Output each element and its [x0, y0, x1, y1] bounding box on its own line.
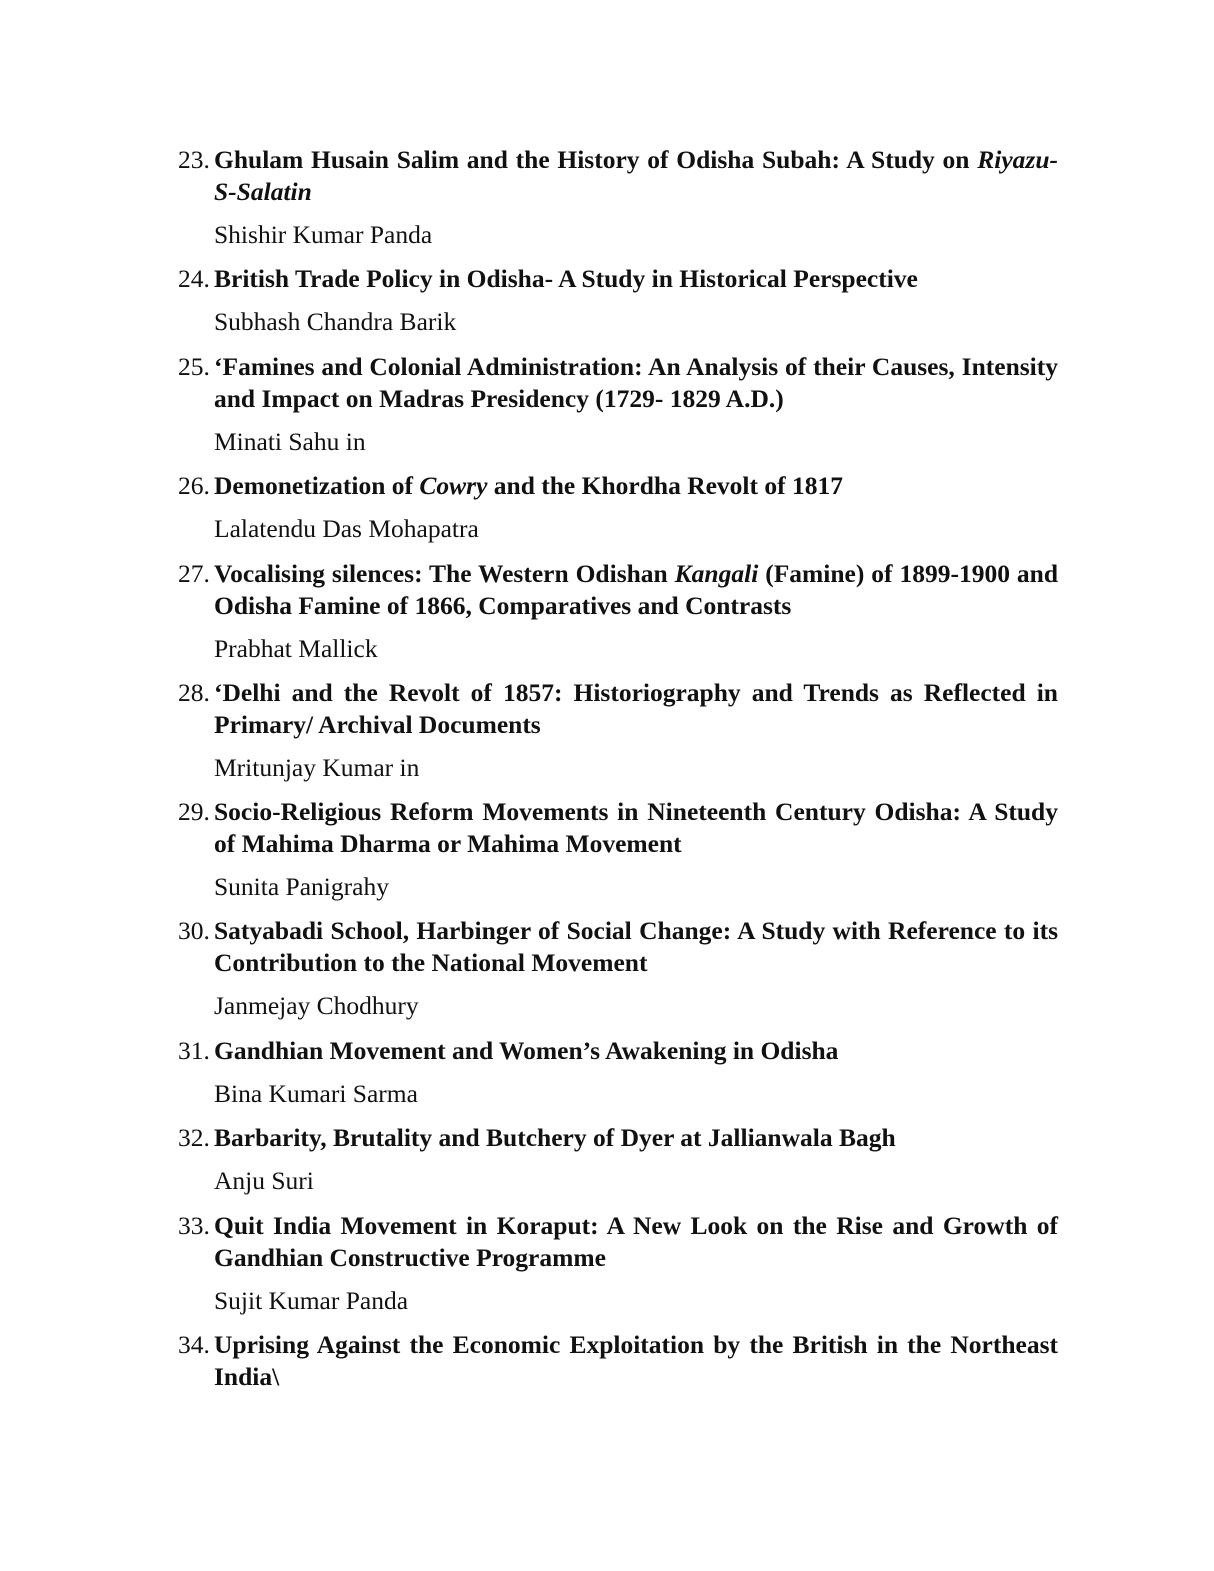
bibliography-entry	[178, 1035, 1058, 1110]
bibliography-entry	[178, 1210, 1058, 1317]
entry-number: 34.	[178, 1330, 210, 1359]
bibliography-entry	[178, 558, 1058, 665]
entry-title-italic-segment: Cowry	[419, 471, 488, 500]
entry-title	[214, 678, 1058, 739]
entry-title-segment: Satyabadi School, Harbinger of Social Change: A Study with Reference to its Contribution to the National Movement	[214, 916, 1058, 977]
entry-title-segment: ‘Famines and Colonial Administration: An Analysis of their Causes, Intensity and Impact on Madras Presidency (1729- 1829 A.D.)	[214, 352, 1058, 413]
bibliography-entry	[178, 144, 1058, 251]
entry-number: 25.	[178, 352, 210, 381]
entry-title-row	[178, 351, 1058, 415]
entry-number: 29.	[178, 797, 210, 826]
bibliography-entry	[178, 796, 1058, 903]
entry-number: 23.	[178, 145, 210, 174]
entry-title-segment: (Famine) of 1899-1900 and Odisha Famine of 1866, Comparatives and Contrasts	[214, 559, 1058, 620]
entry-number: 24.	[178, 264, 210, 293]
entry-author: Sujit Kumar Panda	[214, 1286, 409, 1315]
entry-title-row	[178, 677, 1058, 741]
entry-title-segment: Demonetization of	[214, 471, 420, 500]
bibliography-entry	[178, 470, 1058, 545]
entry-title-segment: Gandhian Movement and Women’s Awakening in Odisha	[214, 1036, 839, 1065]
bibliography-entry	[178, 263, 1058, 338]
entry-title-segment: Uprising Against the Economic Exploitation by the British in the Northeast India\	[214, 1330, 1058, 1391]
entry-title	[214, 1330, 1058, 1391]
entry-title	[214, 916, 1058, 977]
entry-author: Anju Suri	[214, 1166, 314, 1195]
entry-title-row	[178, 1329, 1058, 1393]
entry-title	[214, 264, 918, 293]
entry-title-row	[178, 1122, 1058, 1154]
bibliography-entry	[178, 351, 1058, 458]
entry-author: Sunita Panigrahy	[214, 872, 389, 901]
entry-author: Minati Sahu in	[214, 427, 366, 456]
entry-number: 28.	[178, 678, 210, 707]
entry-title	[214, 471, 843, 500]
entry-title-segment: Barbarity, Brutality and Butchery of Dyer at Jallianwala Bagh	[214, 1123, 896, 1152]
entry-title-segment: Vocalising silences: The Western Odishan	[214, 559, 675, 588]
entry-title-italic-segment: Kangali	[674, 559, 759, 588]
entry-title-row	[178, 263, 1058, 295]
entry-title-row	[178, 915, 1058, 979]
entry-author: Lalatendu Das Mohapatra	[214, 514, 479, 543]
entry-title-segment: Ghulam Husain Salim and the History of Odisha Subah: A Study on	[214, 145, 978, 174]
entry-author: Janmejay Chodhury	[214, 991, 419, 1020]
entry-title	[214, 559, 1058, 620]
bibliography-entry	[178, 1122, 1058, 1197]
bibliography-entry	[178, 915, 1058, 1022]
entry-number: 26.	[178, 471, 210, 500]
entry-author: Prabhat Mallick	[214, 634, 378, 663]
entry-title	[214, 1123, 896, 1152]
entry-author: Shishir Kumar Panda	[214, 220, 433, 249]
entry-title-row	[178, 1210, 1058, 1274]
entry-number: 30.	[178, 916, 210, 945]
entry-title-row	[178, 1035, 1058, 1067]
entry-title	[214, 1036, 838, 1065]
entry-title-row	[178, 144, 1058, 208]
entry-author: Subhash Chandra Barik	[214, 307, 457, 336]
entry-title-segment: Socio-Religious Reform Movements in Nineteenth Century Odisha: A Study of Mahima Dharma or Mahima Movement	[214, 797, 1058, 858]
entry-title-row	[178, 558, 1058, 622]
entry-number: 31.	[178, 1036, 210, 1065]
entry-title	[214, 352, 1058, 413]
bibliography-entry	[178, 1329, 1058, 1393]
entry-title-segment: and the Khordha Revolt of 1817	[487, 471, 843, 500]
entry-title-row	[178, 470, 1058, 502]
entry-title-segment: ‘Delhi and the Revolt of 1857: Historiography and Trends as Reflected in Primary/ Archival Documents	[214, 678, 1058, 739]
entry-number: 32.	[178, 1123, 210, 1152]
entry-title	[214, 797, 1058, 858]
entry-title-segment: Quit India Movement in Koraput: A New Look on the Rise and Growth of Gandhian Constructive Programme	[214, 1211, 1058, 1272]
entry-author: Bina Kumari Sarma	[214, 1079, 418, 1108]
entry-title	[214, 145, 1058, 206]
entry-title-segment: British Trade Policy in Odisha- A Study in Historical Perspective	[214, 264, 918, 293]
entry-number: 33.	[178, 1211, 210, 1240]
entry-title-row	[178, 796, 1058, 860]
bibliography-entry	[178, 677, 1058, 784]
entry-number: 27.	[178, 559, 210, 588]
entry-title	[214, 1211, 1058, 1272]
entry-author: Mritunjay Kumar in	[214, 753, 420, 782]
entry-title-italic-segment: Riyazu-S-Salatin	[214, 145, 1058, 206]
